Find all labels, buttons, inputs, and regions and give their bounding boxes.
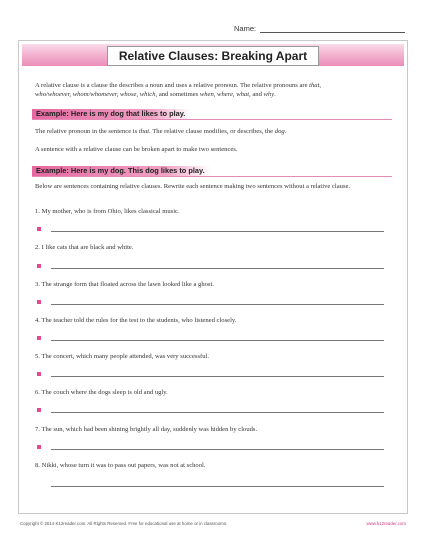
bullet-square-icon [37,408,41,412]
answer-line[interactable] [51,412,384,413]
bullet-square-icon [37,227,41,231]
example-1-explanation: The relative pronoun in the sentence is that. The relative clause modifies, or describes, the dog. [35,128,287,135]
answer-line[interactable] [51,340,384,341]
example-1-bar [32,109,392,120]
name-label: Name: [234,24,257,33]
example-1-label: Example: Here is my dog that likes to play. [32,109,191,119]
answer-line[interactable] [51,486,384,487]
bullet-square-icon [37,445,41,449]
answer-row-3[interactable] [37,300,384,306]
example-2-label: Example: Here is my dog. This dog likes to play. [32,166,211,176]
answer-row-8[interactable] [37,482,384,488]
name-field [234,24,405,33]
answer-line[interactable] [51,376,384,377]
question-3: 3. The strange form that floated across the lawn looked like a ghost. [35,281,214,288]
answer-line[interactable] [51,304,384,305]
answer-row-6[interactable] [37,408,384,414]
answer-row-1[interactable] [37,227,384,233]
page-title: Relative Clauses: Breaking Apart [107,46,319,66]
question-2: 2. I like cats that are black and white. [35,244,134,251]
question-1: 1. My mother, who is from Ohio, likes classical music. [35,208,180,215]
answer-row-4[interactable] [37,336,384,342]
answer-row-5[interactable] [37,372,384,378]
name-input-line[interactable] [260,25,405,33]
bullet-square-icon [37,336,41,340]
bullet-square-icon [37,372,41,376]
question-8: 8. Nikki, whose turn it was to pass out papers, was not at school. [35,462,206,469]
question-6: 6. The couch where the dogs sleep is old and ugly. [35,389,168,396]
answer-line[interactable] [51,268,384,269]
answer-line[interactable] [51,231,384,232]
instructions: Below are sentences containing relative clauses. Rewrite each sentence making two sentences without a relative clause. [35,183,351,190]
answer-row-7[interactable] [37,445,384,451]
question-7: 7. The sun, which had been shining brightly all day, suddenly was hidden by clouds. [35,426,258,433]
site-link[interactable]: www.k12reader.com [366,521,406,526]
copyright-text: Copyright © 2014 K12reader.com. All Rights Reserved. Free for educational use at home or in classrooms. [20,521,228,526]
answer-row-2[interactable] [37,264,384,270]
question-5: 5. The concert, which many people attended, was very successful. [35,353,210,360]
intro-paragraph: A relative clause is a clause the describes a noun and uses a relative pronoun. The relative pronouns are that, who/whoever, whom/whomever, whose, which, and sometimes when, where, what, and why. [35,82,322,99]
bullet-square-icon [37,264,41,268]
question-4: 4. The teacher told the rules for the test to the students, who listened closely. [35,317,237,324]
example-2-bar [32,166,392,177]
example-1-note: A sentence with a relative clause can be broken apart to make two sentences. [35,146,238,153]
answer-line[interactable] [51,449,384,450]
bullet-square-icon [37,300,41,304]
